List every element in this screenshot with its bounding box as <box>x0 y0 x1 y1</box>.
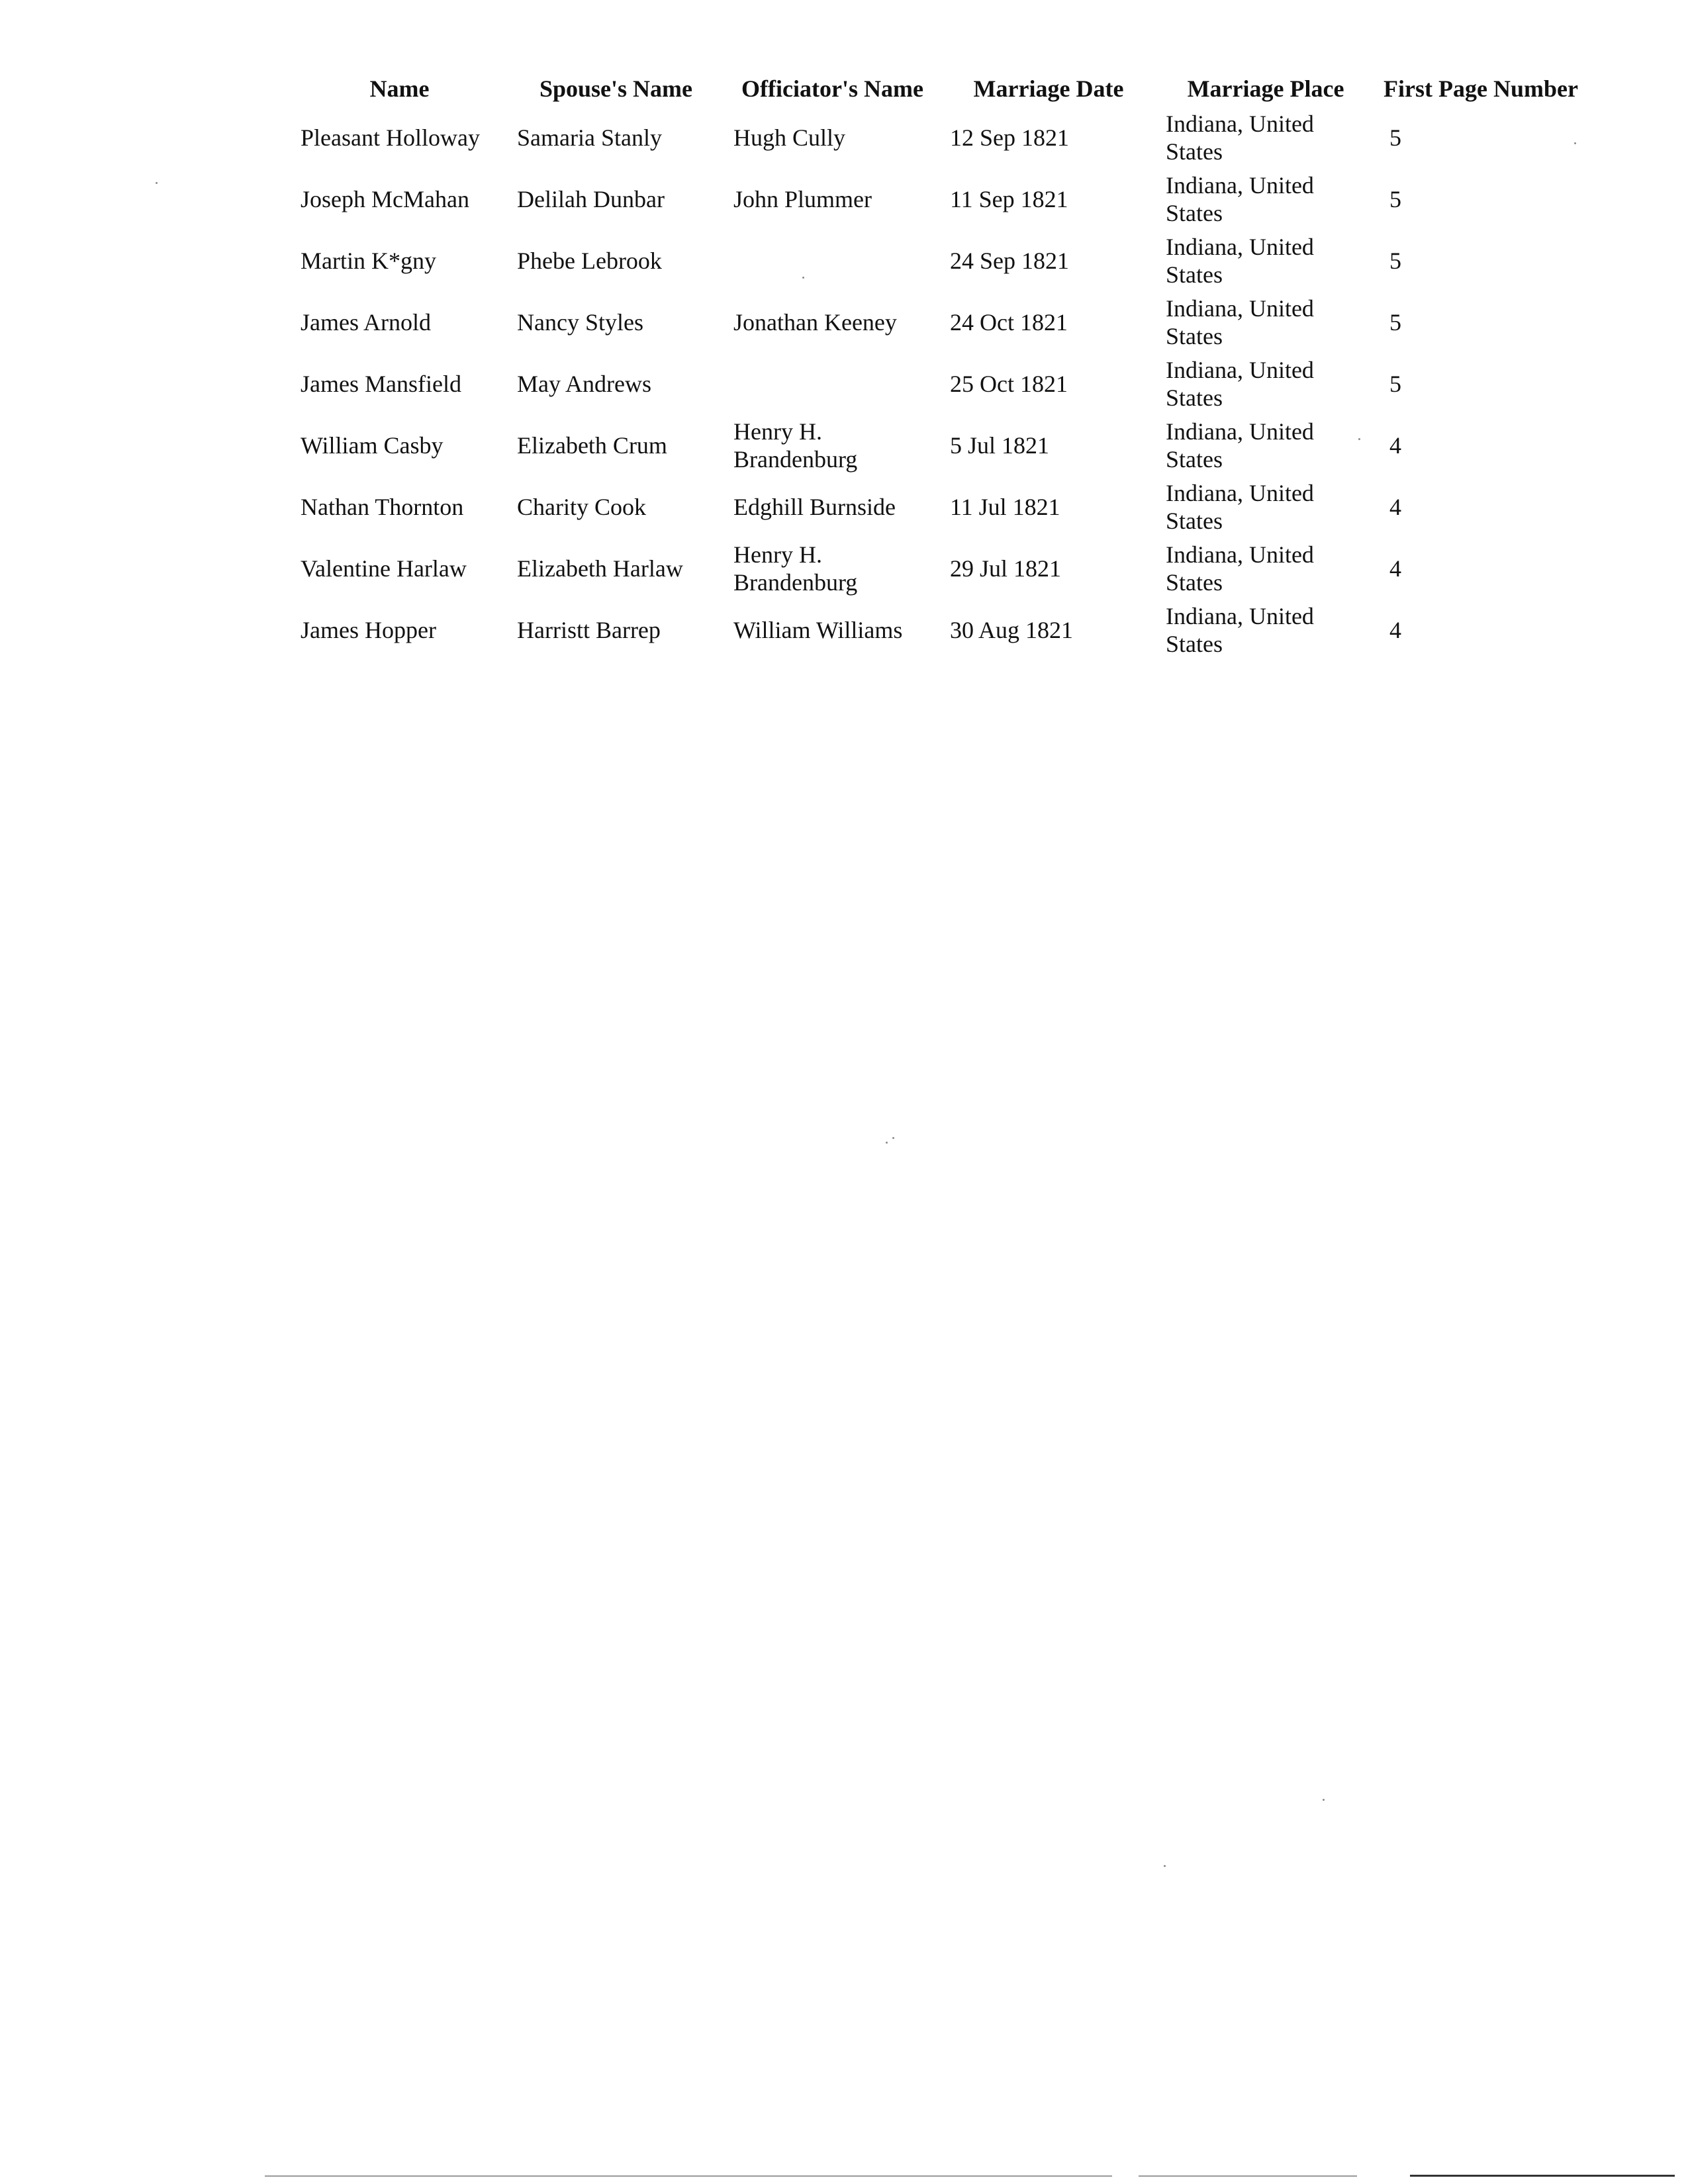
cell-marriage-place: Indiana, United States <box>1166 295 1314 349</box>
cell-marriage-date: 30 Aug 1821 <box>950 616 1074 643</box>
scan-edge-line <box>1410 2175 1675 2177</box>
cell-marriage-place: Indiana, United States <box>1166 233 1314 288</box>
cell-first-page-number: 5 <box>1389 124 1401 151</box>
table-row <box>291 414 1587 476</box>
cell-marriage-date: 12 Sep 1821 <box>950 124 1069 151</box>
table-row <box>291 168 1587 230</box>
cell-first-page-number: 4 <box>1389 555 1401 582</box>
cell-spouse-name: Samaria Stanly <box>517 124 662 151</box>
cell-name: Nathan Thornton <box>301 493 464 520</box>
cell-spouse-name: Elizabeth Harlaw <box>517 555 683 582</box>
cell-name: William Casby <box>301 432 444 459</box>
cell-name: Pleasant Holloway <box>301 124 480 151</box>
table-row <box>291 107 1587 168</box>
marriage-records-table <box>291 63 1587 660</box>
cell-officiator-name: Edghill Burnside <box>733 493 896 520</box>
cell-name: James Mansfield <box>301 370 461 397</box>
cell-first-page-number: 4 <box>1389 432 1401 459</box>
table-row <box>291 476 1587 537</box>
scan-speck <box>156 182 158 184</box>
scan-speck <box>886 1142 888 1144</box>
header-spouse-name: Spouse's Name <box>539 75 693 102</box>
cell-spouse-name: Nancy Styles <box>517 308 643 336</box>
table-row <box>291 537 1587 599</box>
cell-first-page-number: 5 <box>1389 185 1401 212</box>
header-marriage-place: Marriage Place <box>1187 75 1344 102</box>
cell-officiator-name: Henry H. Brandenburg <box>733 541 858 596</box>
cell-marriage-place: Indiana, United States <box>1166 418 1314 473</box>
scan-speck <box>802 277 804 279</box>
table-row <box>291 291 1587 353</box>
header-row <box>291 63 1587 107</box>
cell-officiator-name: Hugh Cully <box>733 124 846 151</box>
cell-marriage-date: 11 Sep 1821 <box>950 185 1068 212</box>
cell-marriage-place: Indiana, United States <box>1166 479 1314 534</box>
cell-marriage-place: Indiana, United States <box>1166 171 1314 226</box>
cell-officiator-name: John Plummer <box>733 185 872 212</box>
cell-marriage-place: Indiana, United States <box>1166 356 1314 411</box>
table-row <box>291 599 1587 660</box>
scan-speck <box>1358 438 1360 440</box>
cell-officiator-name <box>724 230 941 291</box>
cell-officiator-name: Jonathan Keeney <box>733 308 897 336</box>
cell-marriage-date: 24 Sep 1821 <box>950 247 1069 274</box>
cell-officiator-name <box>724 353 941 414</box>
header-name: Name <box>369 75 430 102</box>
cell-marriage-date: 5 Jul 1821 <box>950 432 1050 459</box>
cell-marriage-place: Indiana, United States <box>1166 541 1314 596</box>
scan-speck <box>892 1137 894 1139</box>
cell-marriage-place: Indiana, United States <box>1166 110 1314 165</box>
cell-name: Valentine Harlaw <box>301 555 467 582</box>
cell-first-page-number: 5 <box>1389 370 1401 397</box>
header-first-page-number: First Page Number <box>1383 75 1578 102</box>
scan-edge-line <box>1139 2175 1357 2177</box>
cell-name: Martin K*gny <box>301 247 436 274</box>
cell-first-page-number: 4 <box>1389 616 1401 643</box>
cell-officiator-name: Henry H. Brandenburg <box>733 418 858 473</box>
scan-speck <box>1323 1799 1325 1801</box>
cell-marriage-date: 29 Jul 1821 <box>950 555 1062 582</box>
cell-first-page-number: 4 <box>1389 493 1401 520</box>
cell-first-page-number: 5 <box>1389 247 1401 274</box>
scan-edge-line <box>265 2175 1112 2177</box>
scan-speck <box>1164 1865 1166 1867</box>
cell-marriage-date: 11 Jul 1821 <box>950 493 1060 520</box>
cell-spouse-name: Harristt Barrep <box>517 616 661 643</box>
cell-officiator-name: William Williams <box>733 616 903 643</box>
cell-spouse-name: Delilah Dunbar <box>517 185 665 212</box>
cell-spouse-name: Elizabeth Crum <box>517 432 667 459</box>
cell-spouse-name: Phebe Lebrook <box>517 247 662 274</box>
table-row <box>291 230 1587 291</box>
cell-name: James Hopper <box>301 616 436 643</box>
header-officiator-name: Officiator's Name <box>741 75 923 102</box>
cell-spouse-name: May Andrews <box>517 370 651 397</box>
scan-speck <box>1574 142 1576 144</box>
cell-first-page-number: 5 <box>1389 308 1401 336</box>
cell-spouse-name: Charity Cook <box>517 493 646 520</box>
cell-name: James Arnold <box>301 308 431 336</box>
cell-name: Joseph McMahan <box>301 185 469 212</box>
cell-marriage-date: 24 Oct 1821 <box>950 308 1068 336</box>
table-row <box>291 353 1587 414</box>
header-marriage-date: Marriage Date <box>973 75 1124 102</box>
cell-marriage-date: 25 Oct 1821 <box>950 370 1068 397</box>
cell-marriage-place: Indiana, United States <box>1166 602 1314 657</box>
